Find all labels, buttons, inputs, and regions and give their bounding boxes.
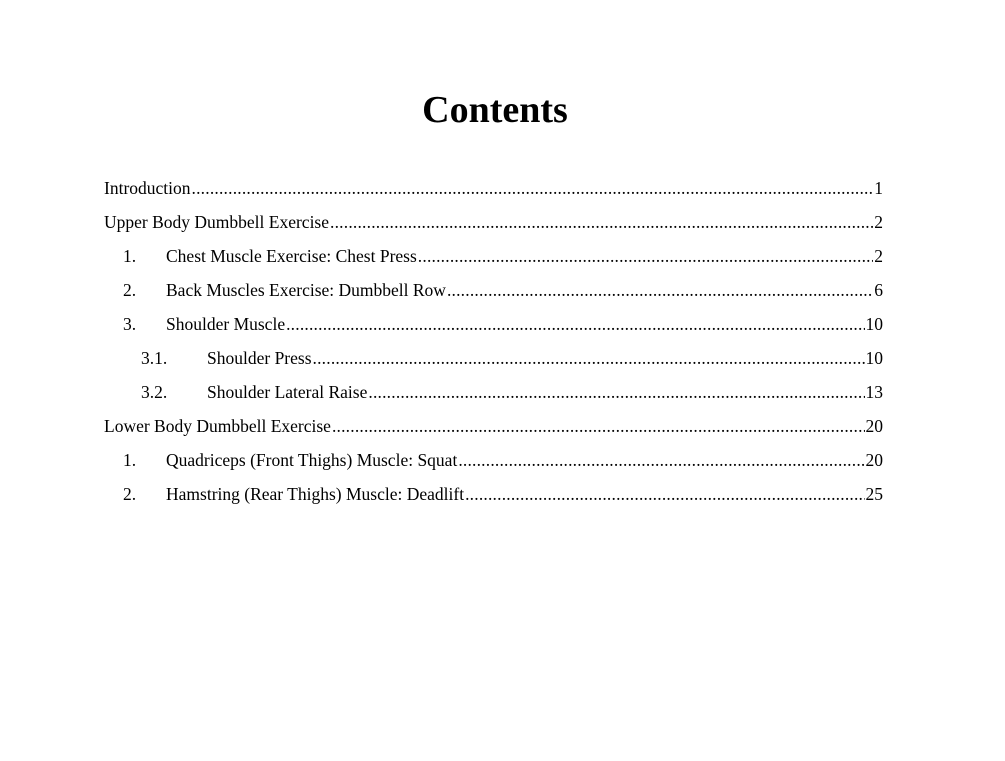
toc-page-number: 13 bbox=[865, 382, 883, 402]
toc-entry-dumbbell-row[interactable] bbox=[104, 273, 883, 307]
toc-dot-leader bbox=[313, 341, 865, 375]
toc-entry-lateral-raise[interactable] bbox=[104, 375, 883, 409]
toc-page-number: 2 bbox=[874, 246, 883, 266]
toc-entry-squat[interactable] bbox=[104, 443, 883, 477]
toc-entry-label: Hamstring (Rear Thighs) Muscle: Deadlift bbox=[166, 484, 465, 504]
toc-dot-leader bbox=[330, 205, 873, 239]
toc-dot-leader bbox=[447, 273, 873, 307]
toc-page-number: 6 bbox=[874, 280, 883, 300]
toc-dot-leader bbox=[368, 375, 864, 409]
toc-entry-label: Quadriceps (Front Thighs) Muscle: Squat bbox=[166, 450, 458, 470]
toc-entry-label: Lower Body Dumbbell Exercise bbox=[104, 416, 331, 436]
toc-entry-number: 1. bbox=[123, 450, 137, 470]
toc-entry-number: 2. bbox=[123, 484, 137, 504]
toc-entry-introduction[interactable] bbox=[104, 171, 883, 205]
toc-entry-number: 1. bbox=[123, 246, 137, 266]
toc-page-number: 10 bbox=[865, 348, 883, 368]
toc-entry-number: 2. bbox=[123, 280, 137, 300]
toc-entry-number: 3. bbox=[123, 314, 137, 334]
toc-entry-label: Chest Muscle Exercise: Chest Press bbox=[166, 246, 417, 266]
toc-entry-label: Shoulder Muscle bbox=[166, 314, 286, 334]
toc-entry-lower-body[interactable] bbox=[104, 409, 883, 443]
toc-entry-label: Shoulder Press bbox=[207, 348, 312, 368]
toc-dot-leader bbox=[465, 477, 864, 511]
toc-dot-leader bbox=[458, 443, 864, 477]
toc-dot-leader bbox=[332, 409, 865, 443]
toc-entry-number: 3.1. bbox=[141, 348, 168, 368]
toc-dot-leader bbox=[418, 239, 873, 273]
toc-page-number: 20 bbox=[865, 416, 883, 436]
toc-page-number: 10 bbox=[865, 314, 883, 334]
toc-entry-shoulder-muscle[interactable] bbox=[104, 307, 883, 341]
page-title: Contents bbox=[422, 89, 568, 131]
toc-dot-leader bbox=[286, 307, 864, 341]
toc-entry-deadlift[interactable] bbox=[104, 477, 883, 511]
toc-page-number: 25 bbox=[865, 484, 883, 504]
toc-entry-label: Upper Body Dumbbell Exercise bbox=[104, 212, 330, 232]
toc-entry-shoulder-press[interactable] bbox=[104, 341, 883, 375]
toc-entry-number: 3.2. bbox=[141, 382, 168, 402]
toc-entry-label: Shoulder Lateral Raise bbox=[207, 382, 368, 402]
toc-entry-upper-body[interactable] bbox=[104, 205, 883, 239]
toc-entry-label: Back Muscles Exercise: Dumbbell Row bbox=[166, 280, 446, 300]
toc-page-number: 20 bbox=[865, 450, 883, 470]
toc-entry-label: Introduction bbox=[104, 178, 191, 198]
toc-entry-chest-press[interactable] bbox=[104, 239, 883, 273]
toc-page-number: 2 bbox=[874, 212, 883, 232]
toc-dot-leader bbox=[192, 171, 874, 205]
toc-page-number: 1 bbox=[874, 178, 883, 198]
table-of-contents bbox=[104, 171, 883, 511]
